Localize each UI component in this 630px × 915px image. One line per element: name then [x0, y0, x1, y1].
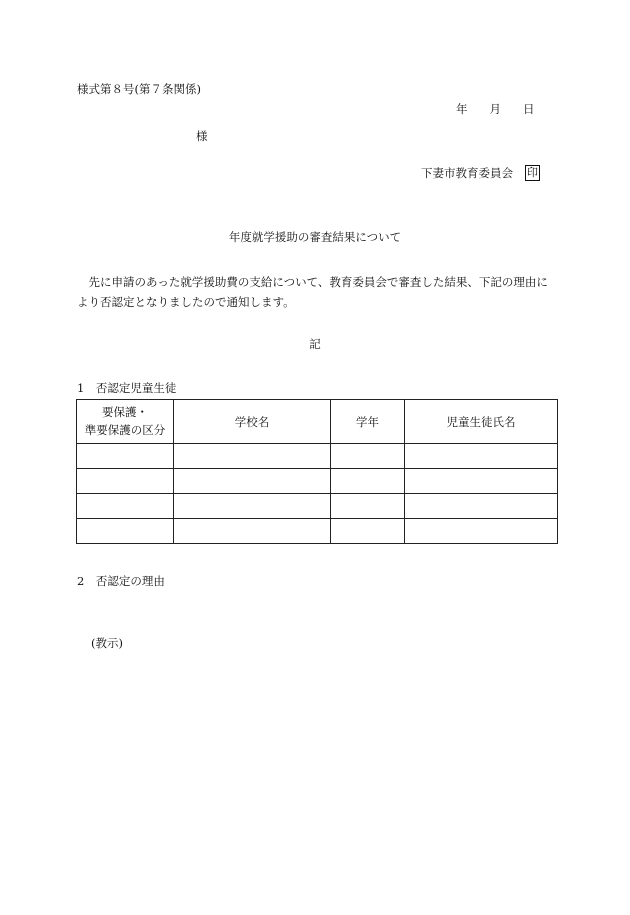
student-table — [76, 399, 558, 544]
date-month: 月 — [489, 102, 501, 116]
table-cell — [174, 469, 331, 494]
table-cell — [331, 494, 405, 519]
table-cell — [77, 519, 174, 544]
document-title: 年度就学援助の審査結果について — [228, 230, 402, 244]
header-category: 要保護・ 準要保護の区分 — [77, 400, 174, 444]
table-row — [77, 519, 558, 544]
table-cell — [331, 469, 405, 494]
seal-mark: 印 — [525, 165, 540, 181]
table-cell — [405, 469, 558, 494]
section1-heading: 1 否認定児童生徒 — [77, 381, 177, 395]
table-cell — [405, 444, 558, 469]
table-cell — [331, 519, 405, 544]
kyouji-heading: (教示) — [91, 636, 123, 650]
issuer-name: 下妻市教育委員会 — [421, 166, 513, 180]
form-number: 様式第８号(第７条関係) — [77, 82, 201, 96]
table-cell — [174, 494, 331, 519]
header-school-name: 学校名 — [174, 400, 331, 444]
header-grade: 学年 — [331, 400, 405, 444]
recipient-suffix: 様 — [196, 129, 208, 143]
section2-heading: 2 否認定の理由 — [77, 574, 165, 588]
table-cell — [331, 444, 405, 469]
table-cell — [77, 444, 174, 469]
table-header-row — [77, 400, 558, 444]
table-cell — [77, 494, 174, 519]
table-cell — [77, 469, 174, 494]
date-line — [456, 104, 535, 116]
table-row — [77, 494, 558, 519]
table-cell — [405, 519, 558, 544]
table-cell — [174, 519, 331, 544]
header-student-name: 児童生徒氏名 — [405, 400, 558, 444]
table-row — [77, 469, 558, 494]
table-cell — [405, 494, 558, 519]
table-row — [77, 444, 558, 469]
table-cell — [174, 444, 331, 469]
body-text: 先に申請のあった就学援助費の支給について、教育委員会で審査した結果、下記の理由により否認定となりましたので通知します。 — [77, 275, 548, 310]
ki-heading: 記 — [309, 337, 321, 351]
date-day: 日 — [523, 102, 535, 116]
date-year: 年 — [456, 102, 468, 116]
